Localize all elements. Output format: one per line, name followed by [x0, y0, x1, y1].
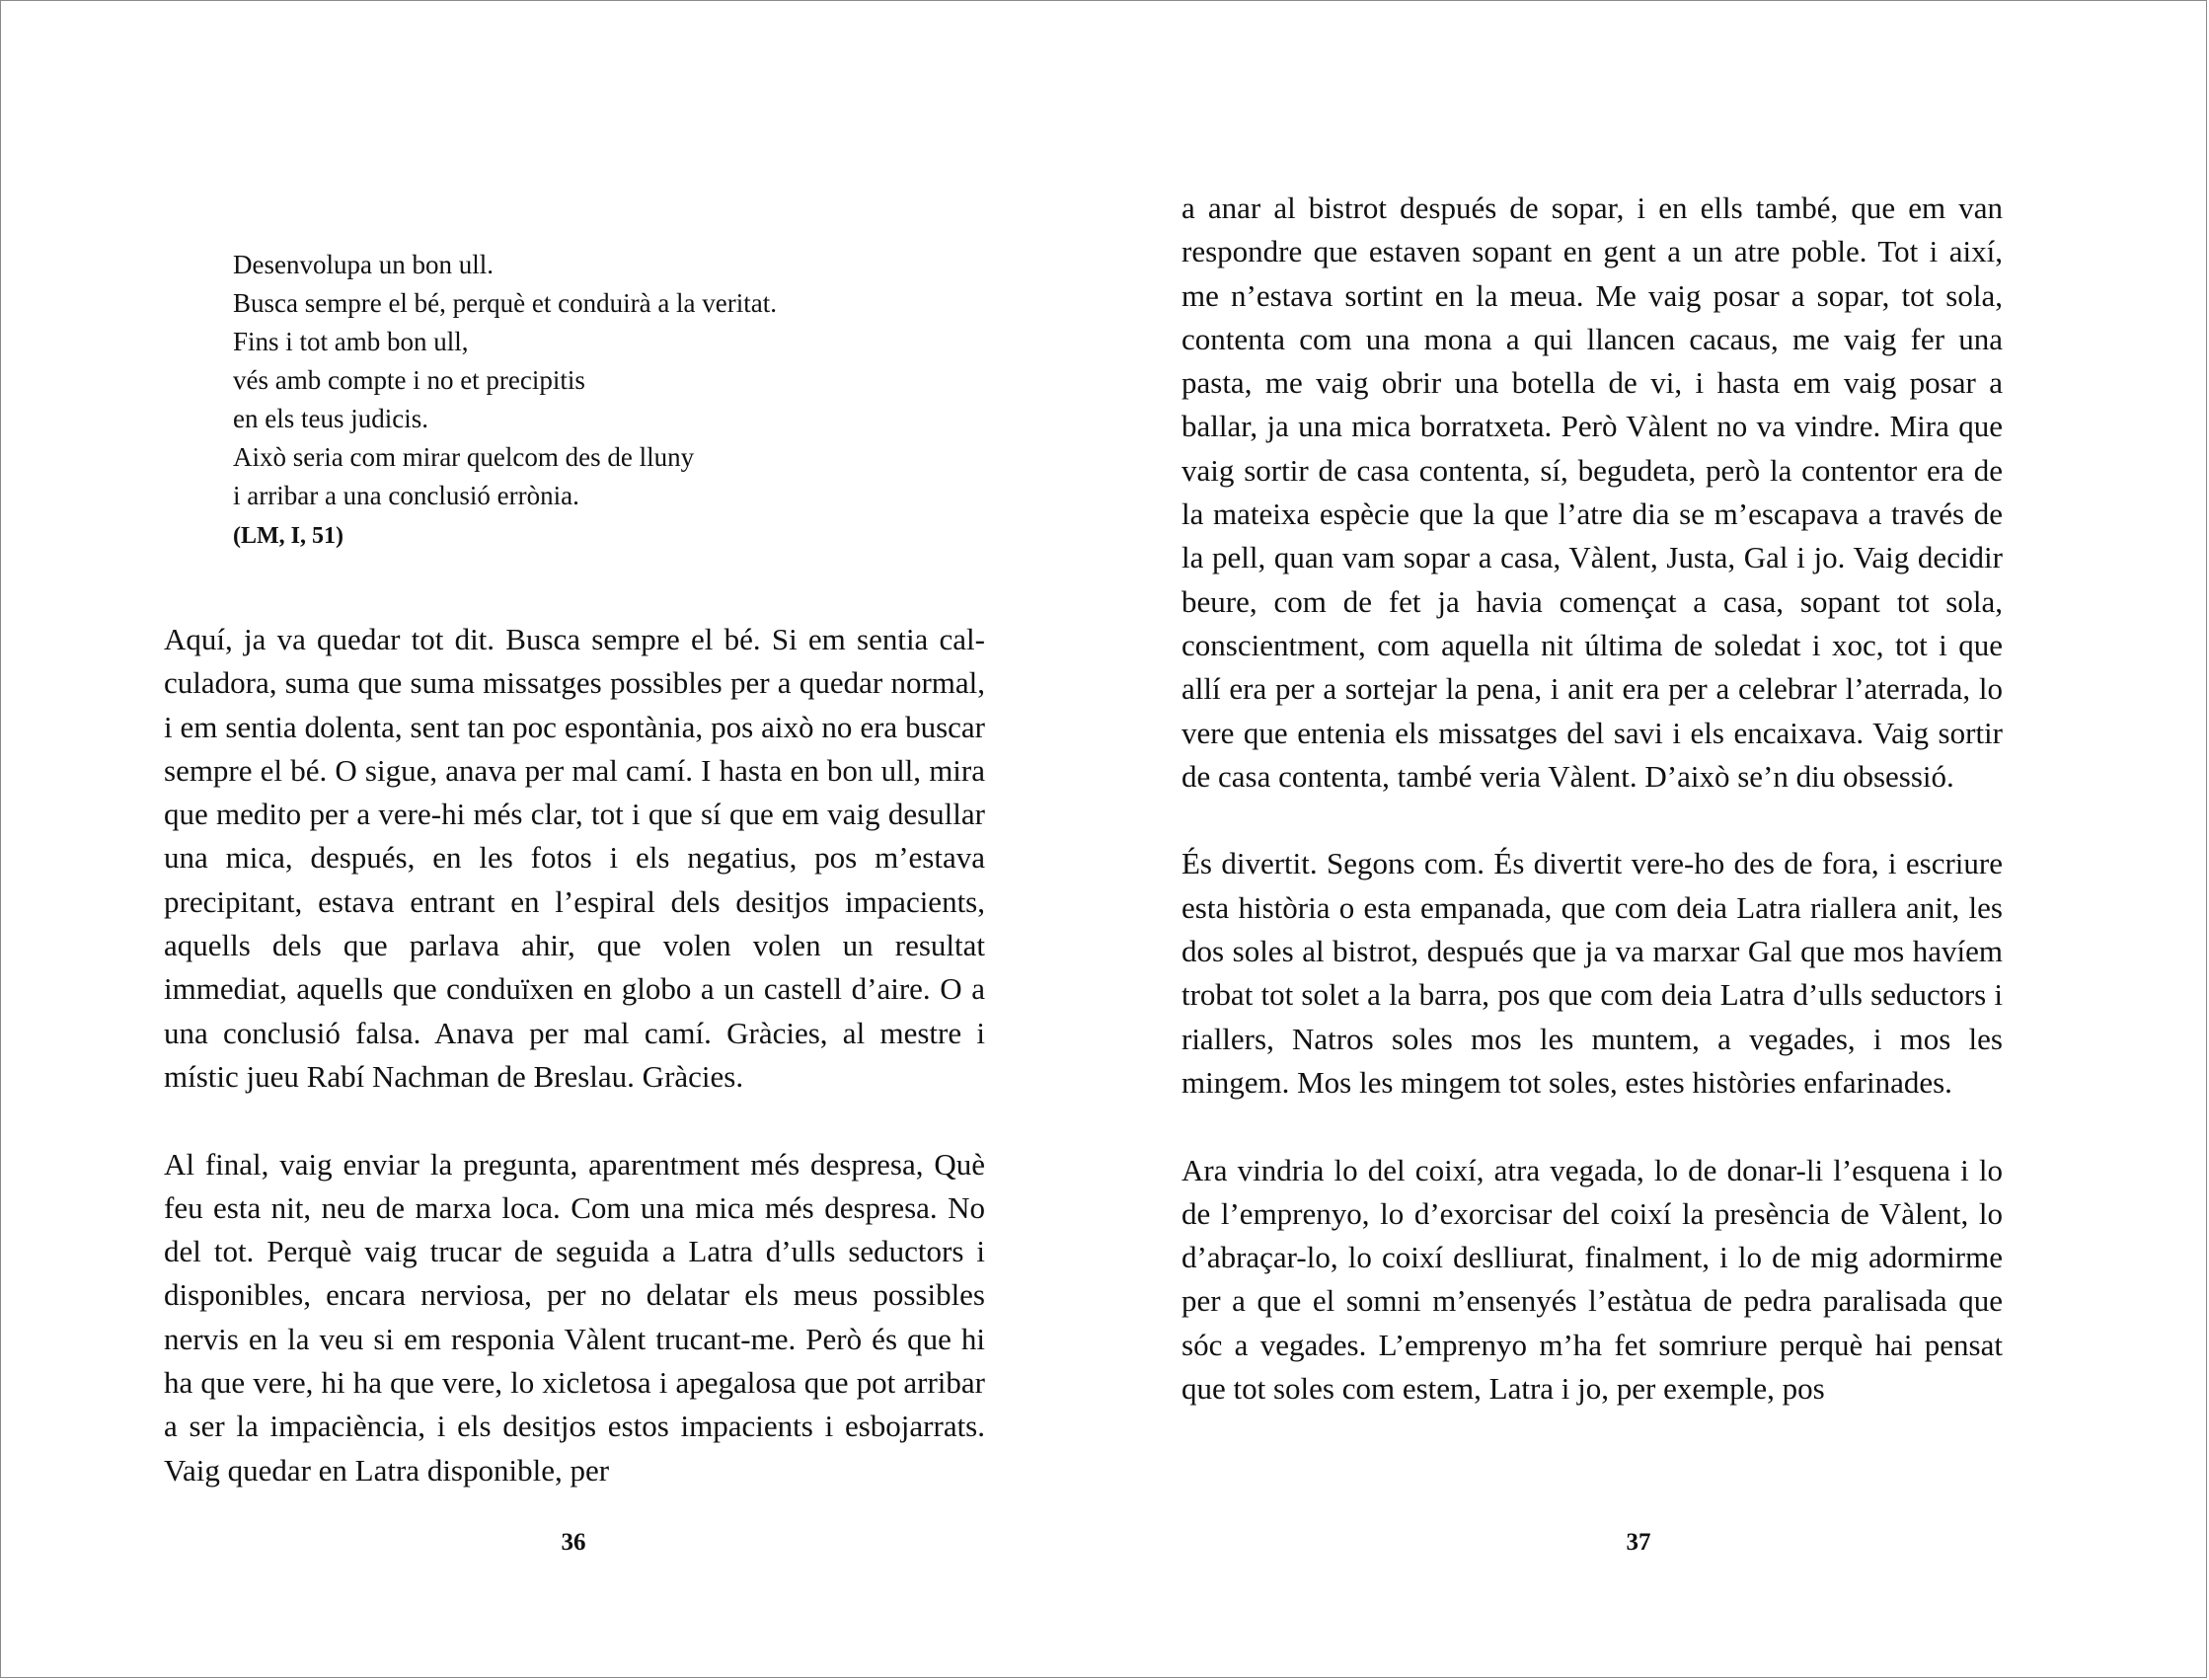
right-page [1105, 1, 2208, 1679]
epigraph-line: en els teus judicis. [233, 404, 428, 433]
epigraph-line: Desenvolupa un bon ull. [233, 250, 494, 279]
paragraph: És divertit. Segons com. És divertit vere-ho des de fora, i escriure esta història o esta empanada, que com deia Latra riallera anit, les dos soles al bistrot, después que ja va marxar Gal que mos havíem trobat tot solet a la barra, pos que com deia Latra d’ulls seductors i riallers, Natros soles mos les muntem, a vegades, i mos les mingem. Mos les mingem tot soles, estes històries enfarinades. [1181, 846, 2003, 1100]
page-number: 36 [561, 1529, 586, 1556]
paragraph: Ara vindria lo del coixí, atra vegada, lo de donar-li l’esquena i lo de l’emprenyo, lo d’exorcisar del coixí la presència de Vàlent, lo d’abraçar-lo, lo coixí deslliurat, finalment, i lo de mig adormirme per a que el somni m’ensenyés l’estàtua de pedra paralisada que sóc a vegades. L’emprenyo m’ha fet somriure perquè hai pensat que tot soles com estem, Latra i jo, per exemple, pos [1181, 1152, 2003, 1407]
left-page-body [164, 618, 985, 1536]
paragraph: Aquí, ja va quedar tot dit. Busca sempre el bé. Si em sentia calculadora, suma que suma missatges possibles per a quedar normal, i em sentia dolenta, sent tan poc espontània, pos això no era buscar sempre el bé. O sigue, anava per mal camí. I hasta en bon ull, mira que medito per a vere-hi més clar, tot i que sí que em vaig desullar una mica, después, en les fotos i els negatius, pos m’estava precipitant, estava entrant en l’espiral dels desitjos impacients, aquells dels que parlava ahir, que volen volen un resultat immediat, aquells que conduïxen en globo a un castell d’aire. O a una conclusió falsa. Anava per mal camí. Gràcies, al mestre i místic jueu Rabí Nachman de Breslau. Gràcies. [164, 622, 985, 1094]
epigraph [233, 246, 924, 556]
paragraph: Al final, vaig enviar la pregunta, aparentment més despresa, Què feu esta nit, neu de marxa loca. Com una mica més despresa. No del tot. Perquè vaig trucar de seguida a Latra d’ulls seductors i disponibles, encara nerviosa, per no delatar els meus possibles nervis en la veu si em responia Vàlent trucant-me. Però és que hi ha que vere, hi ha que vere, lo xicletosa i apegalosa que pot arribar a ser la impaciència, i els desitjos estos impacients i esbojarrats. Vaig quedar en Latra disponible, per [164, 1146, 985, 1488]
epigraph-line: Busca sempre el bé, perquè et conduirà a la veritat. [233, 288, 778, 318]
epigraph-line: i arribar a una conclusió errònia. [233, 481, 579, 510]
left-page [1, 1, 1105, 1679]
epigraph-line: vés amb compte i no et precipitis [233, 365, 585, 395]
page-number: 37 [1626, 1529, 1651, 1556]
epigraph-reference: (LM, I, 51) [233, 523, 343, 549]
right-page-body [1181, 187, 2003, 1455]
epigraph-line: Això seria com mirar quelcom des de lluny [233, 442, 695, 472]
paragraph: a anar al bistrot después de sopar, i en ells també, que em van respondre que estaven sopant en gent a un atre poble. Tot i així, me n’estava sortint en la meua. Me vaig posar a sopar, tot sola, contenta com una mona a qui llancen cacaus, me vaig fer una pasta, me vaig obrir una botella de vi, i hasta em vaig posar a ballar, ja una mica borratxeta. Però Vàlent no va vindre. Mira que vaig sortir de casa contenta, sí, begudeta, però la contentor era de la mateixa espècie que la que l’atre dia se m’escapava a través de la pell, quan vam sopar a casa, Vàlent, Justa, Gal i jo. Vaig decidir beure, com de fet ja havia començat a casa, sopant tot sola, conscientment, com aquella nit última de soledat i xoc, tot i que allí era per a sortejar la pena, i anit era per a celebrar l’aterrada, lo vere que entenia els missatges del savi i els encaixava. Vaig sortir de casa contenta, també veria Vàlent. D’això se’n diu obsessió. [1181, 191, 2003, 794]
epigraph-line: Fins i tot amb bon ull, [233, 327, 469, 356]
